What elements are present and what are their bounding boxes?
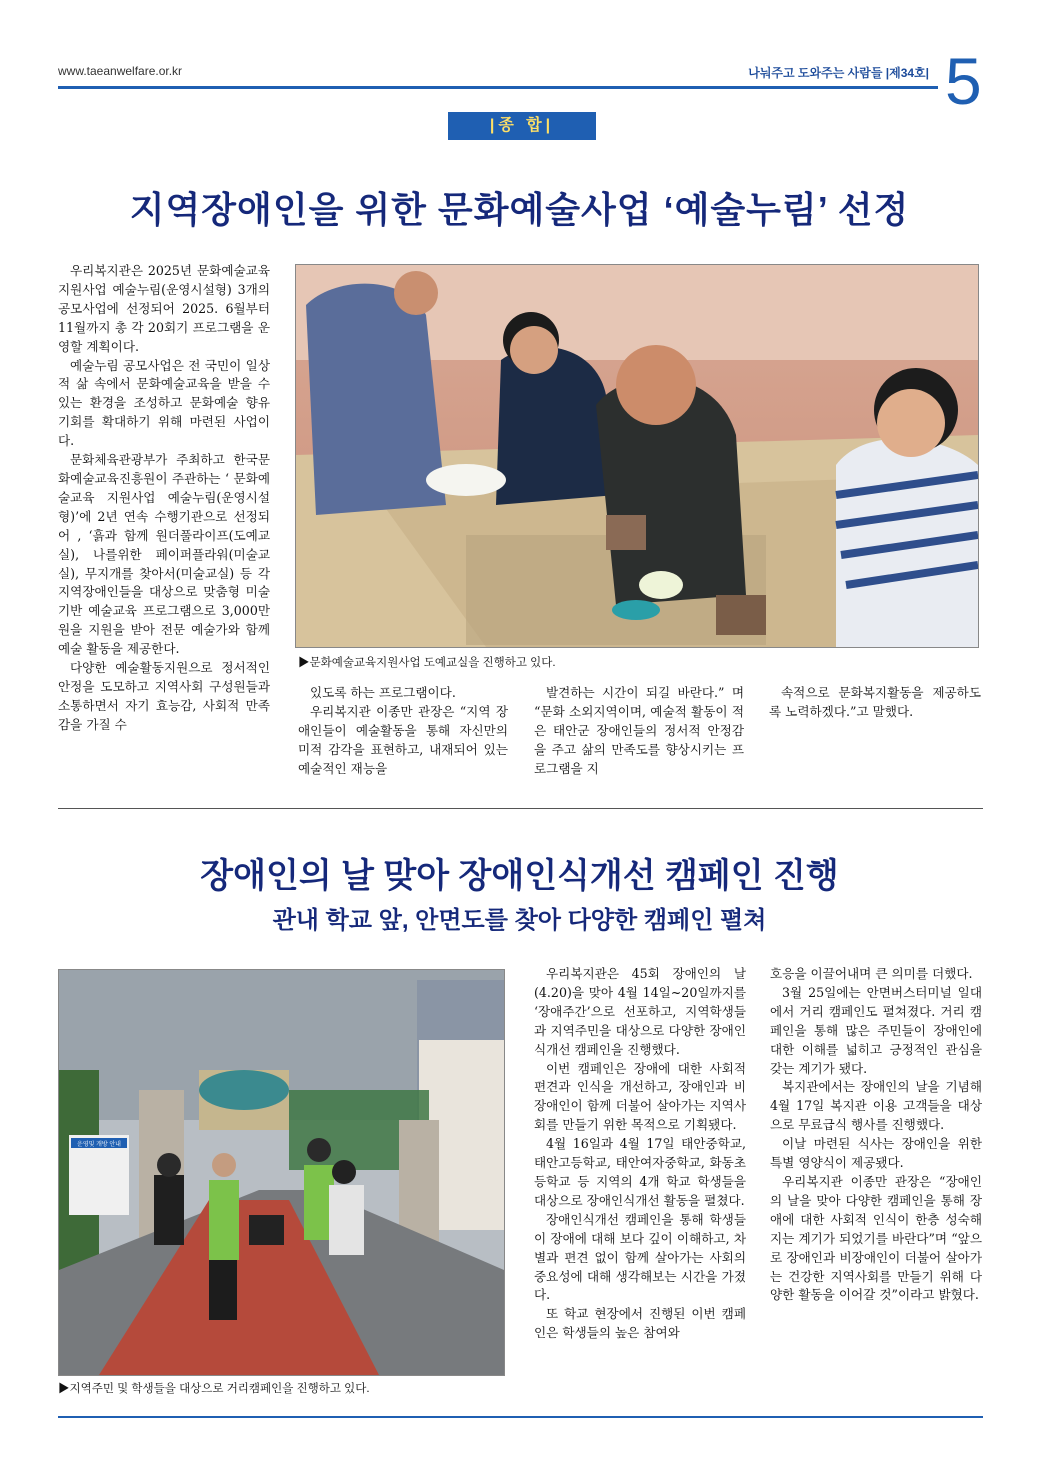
pottery-class-photo (295, 264, 979, 648)
paragraph: 우리복지관 이종만 관장은 “장애인의 날을 맞아 다양한 캠페인을 통해 장애에 대한 사회적 인식이 한층 성숙해지는 계기가 되었기를 바란다”며 “앞으로 장애인과 비장애인이 더불어 살아가는 건강한 지역사회를 만들기 위해 다양한 활동을 이어갈 것”이라고 밝혔다. (770, 1173, 982, 1303)
campaign-photo (58, 969, 505, 1376)
paragraph: 복지관에서는 장애인의 날을 기념해 4월 17일 복지관 이용 고객들을 대상으로 무료급식 행사를 진행했다. (770, 1079, 982, 1133)
paragraph: 예술누림 공모사업은 전 국민이 일상적 삶 속에서 문화예술교육을 받을 수 있는 환경을 조성하고 문화예술 향유 기회를 확대하기 위해 마련된 사업이다. (58, 357, 270, 449)
section-badge: |종 합| (448, 112, 596, 140)
paragraph: 우리복지관 이종만 관장은 “지역 장애인들이 예술활동을 통해 자신만의 미적 감각을 표현하고, 내재되어 있는 예술적인 재능을 (298, 703, 508, 776)
footer-rule (58, 1416, 983, 1418)
paragraph: 3월 25일에는 안면버스터미널 일대에서 거리 캠페인도 펼쳐졌다. 거리 캠페인을 통해 많은 주민들이 장애인에 대한 이해를 넓히고 긍정적인 관심을 갖는 계기가 됐다. (770, 984, 982, 1076)
paragraph: 이날 마련된 식사는 장애인을 위한 특별 영양식이 제공됐다. (770, 1136, 982, 1171)
header-rule (58, 86, 938, 89)
paragraph: 우리복지관은 45회 장애인의 날(4.20)을 맞아 4월 14일~20일까지를 ‘장애주간’으로 선포하고, 지역학생들과 지역주민을 대상으로 다양한 장애인식개선 캠페인을 진행했다. (534, 966, 746, 1057)
paragraph: 호응을 이끌어내며 큰 의미를 더했다. (770, 966, 973, 981)
article1-column-1 (58, 262, 270, 735)
article2-subheadline: 관내 학교 앞, 안면도를 찾아 다양한 캠페인 펼쳐 (272, 907, 767, 934)
article1-column-4 (769, 684, 981, 722)
paragraph: 발견하는 시간이 되길 바란다.” 며 “문화 소외지역이며, 예술적 활동이 적은 태안군 장애인들의 정서적 안정감을 주고 삶의 만족도를 향상시키는 프로그램을 지 (534, 685, 744, 776)
article2-column-1 (534, 965, 746, 1343)
article1-column-2 (298, 684, 508, 779)
website-url: www.taeanwelfare.or.kr (58, 64, 183, 78)
school-sign-title: 운영및 개방 안내 (77, 1142, 121, 1148)
article1-photo-caption: ▶문화예술교육지원사업 도예교실을 진행하고 있다. (298, 657, 556, 669)
article2-column-2 (770, 965, 982, 1305)
paragraph: 문화체육관광부가 주최하고 한국문화예술교육진흥원이 주관하는 ‘ 문화예술교육 지원사업 예술누림(운영시설형)’에 2년 연속 수행기관으로 선정되어 , ‘흙과 함께 원더풀라이프(도예교실), 나를위한 페이퍼플라워(미술교실), 무지개를 찾아서(미술교실) 등 각 지역장애인들을 대상으로 맞춤형 미술 기반 예술교육 프로그램으로 3,000만원을 지원을 받아 전문 예술가와 함께 예술 활동을 제공한다. (58, 452, 270, 657)
paragraph: 장애인식개선 캠페인을 통해 학생들이 장애에 대해 보다 깊이 이해하고, 차별과 편견 없이 함께 살아가는 사회의 중요성에 대해 생각해보는 시간을 가졌다. (534, 1211, 746, 1303)
paragraph: 4월 16일과 4월 17일 태안중학교, 태안고등학교, 태안여자중학교, 화동초등학교 등 지역의 4개 학교 학생들을 대상으로 장애인식개선 활동을 펼쳤다. (534, 1136, 746, 1208)
street-campaign-illustration (59, 970, 504, 1375)
article-divider (58, 808, 983, 809)
paragraph: 속적으로 문화복지활동을 제공하도록 노력하겠다.”고 말했다. (769, 685, 981, 719)
page-number: 5 (945, 44, 982, 118)
issue-label: 나눠주고 도와주는 사람들 |제34호| (748, 66, 929, 80)
paragraph: 우리복지관은 2025년 문화예술교육지원사업 예술누림(운영시설형) 3개의 공모사업에 선정되어 2025. 6월부터 11월까지 총 각 20회기 프로그램을 운영할 계획이다. (58, 263, 270, 354)
article1-headline: 지역장애인을 위한 문화예술사업 ‘예술누림’ 선정 (129, 189, 910, 230)
article2-photo-caption: ▶지역주민 및 학생들을 대상으로 거리캠페인을 진행하고 있다. (58, 1383, 370, 1395)
paragraph: 다양한 예술활동지원으로 정서적인 안정을 도모하고 지역사회 구성원들과 소통하면서 자기 효능감, 사회적 만족감을 가질 수 (58, 660, 270, 732)
paragraph: 있도록 하는 프로그램이다. (310, 685, 456, 700)
paragraph: 또 학교 현장에서 진행된 이번 캠페인은 학생들의 높은 참여와 (534, 1306, 746, 1341)
article1-column-3 (534, 684, 744, 779)
paragraph: 이번 캠페인은 장애에 대한 사회적 편견과 인식을 개선하고, 장애인과 비장애인이 함께 더불어 살아가는 지역사회를 만들기 위한 목적으로 기획됐다. (534, 1060, 746, 1133)
article2-headline: 장애인의 날 맞아 장애인식개선 캠페인 진행 (200, 857, 839, 895)
pottery-class-illustration (296, 265, 978, 647)
